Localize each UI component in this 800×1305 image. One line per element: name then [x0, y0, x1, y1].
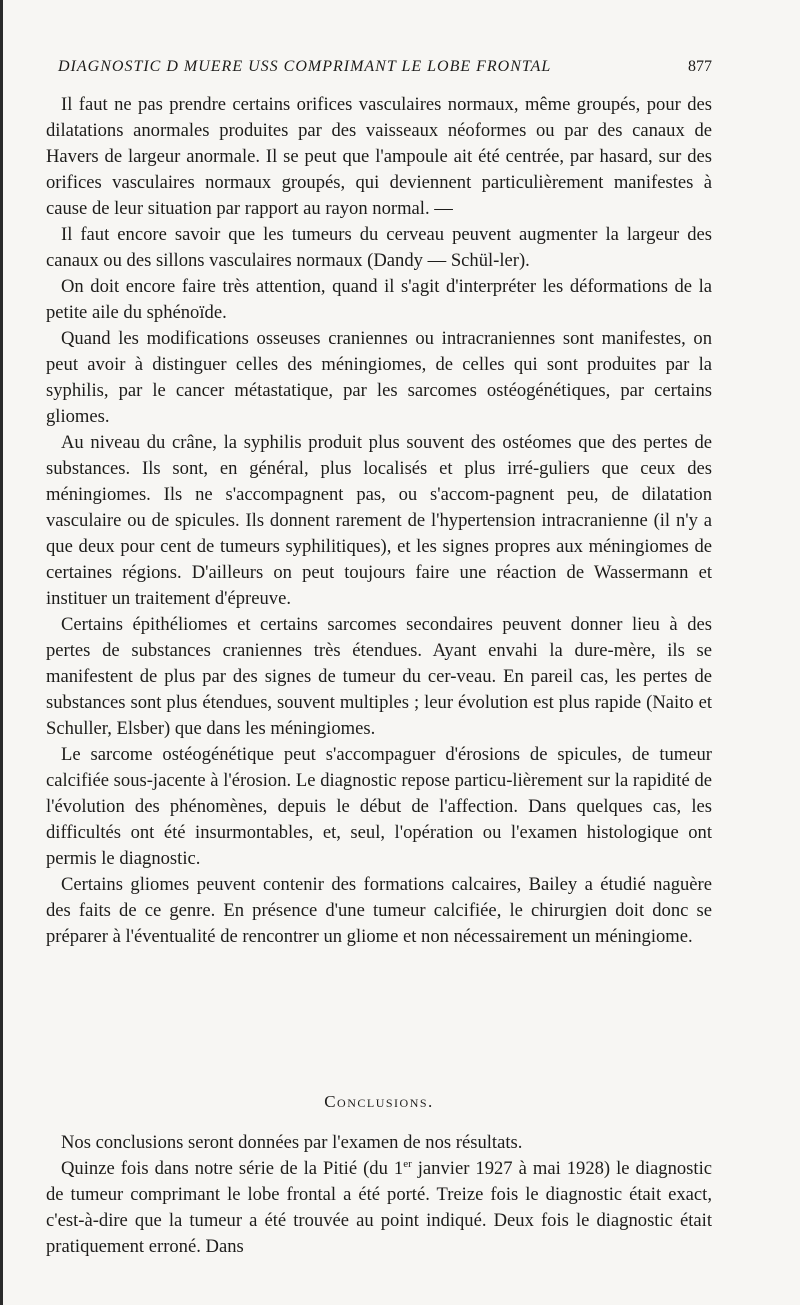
page-header	[58, 58, 712, 88]
paragraph: Certains gliomes peuvent contenir des formations calcaires, Bailey a étudié naguère des faits de ce genre. En présence d'une tumeur calcifiée, le chirurgien doit donc se préparer à l'éventualité de rencontrer un gliome et non nécessairement un méningiome.	[46, 874, 712, 947]
text-run: janvier 1927 à mai 1928) le diagnostic de tumeur comprimant le lobe frontal a été porté. Treize fois le diagnostic était exact, c'est-à-dire que la tumeur a été trouvée au point indiqué. Deux fois le diagnostic était pratiquement erroné. Dans	[46, 1158, 712, 1257]
paragraph: Il faut ne pas prendre certains orifices vasculaires normaux, même groupés, pour des dilatations anormales produites par des vaisseaux néoformes ou par des canaux de Havers de largeur anormale. Il se peut que l'ampoule ait été centrée, par hasard, sur des orifices vasculaires normaux groupés, qui deviennent particulièrement manifestes à cause de leur situation par rapport au rayon normal. —	[46, 94, 712, 219]
paragraph: On doit encore faire très attention, quand il s'agit d'interpréter les déformations de la petite aile du sphénoïde.	[46, 276, 712, 323]
superscript: er	[403, 1157, 412, 1170]
running-title: DIAGNOSTIC D MUERE USS COMPRIMANT LE LOBE FRONTAL	[58, 58, 552, 75]
text-run: Quinze fois dans notre série de la Pitié (du 1	[61, 1158, 404, 1179]
paragraph: Il faut encore savoir que les tumeurs du cerveau peuvent augmenter la largeur des canaux ou des sillons vasculaires normaux (Dandy — Schül-ler).	[46, 224, 712, 271]
page-number: 877	[688, 58, 712, 75]
paragraph: Le sarcome ostéogénétique peut s'accompaguer d'érosions de spicules, de tumeur calcifiée sous-jacente à l'érosion. Le diagnostic repose particu-lièrement sur la rapidité de l'évolution des phénomènes, depuis le début de l'affection. Dans quelques cas, les difficultés ont été insurmontables, et, seul, l'opération ou l'examen histologique ont permis le diagnostic.	[46, 744, 712, 869]
page-left-border	[0, 0, 3, 1305]
paragraph: Certains épithéliomes et certains sarcomes secondaires peuvent donner lieu à des pertes de substances craniennes très étendues. Ayant envahi la dure-mère, ils se manifestent de plus par des signes de tumeur du cer-veau. En pareil cas, les pertes de substances sont plus étendues, souvent multiples ; leur évolution est plus rapide (Naito et Schuller, Elsber) que dans les méningiomes.	[46, 614, 712, 739]
paragraph: Au niveau du crâne, la syphilis produit plus souvent des ostéomes que des pertes de substances. Ils sont, en général, plus localisés et plus irré-guliers que ceux des méningiomes. Ils ne s'accompagnent pas, ou s'accom-pagnent peu, de dilatation vasculaire ou de spicules. Ils donnent rarement de l'hypertension intracranienne (il n'y a que deux pour cent de tumeurs syphilitiques), et les signes propres aux méningiomes de certaines régions. D'ailleurs on peut toujours faire une réaction de Wassermann et instituer un traitement d'épreuve.	[46, 432, 712, 609]
conclusions-paragraph: Nos conclusions seront données par l'examen de nos résultats.	[61, 1132, 523, 1153]
conclusions-paragraph	[46, 1156, 712, 1260]
paragraph: Quand les modifications osseuses craniennes ou intracraniennes sont manifestes, on peut avoir à distinguer celles des méningiomes, de celles qui sont produites par la syphilis, par le cancer métastatique, par les sarcomes ostéogénétiques, par certains gliomes.	[46, 328, 712, 427]
section-heading-conclusions: Conclusions.	[324, 1092, 434, 1111]
conclusions-text	[46, 1130, 712, 1260]
body-text	[46, 92, 712, 950]
